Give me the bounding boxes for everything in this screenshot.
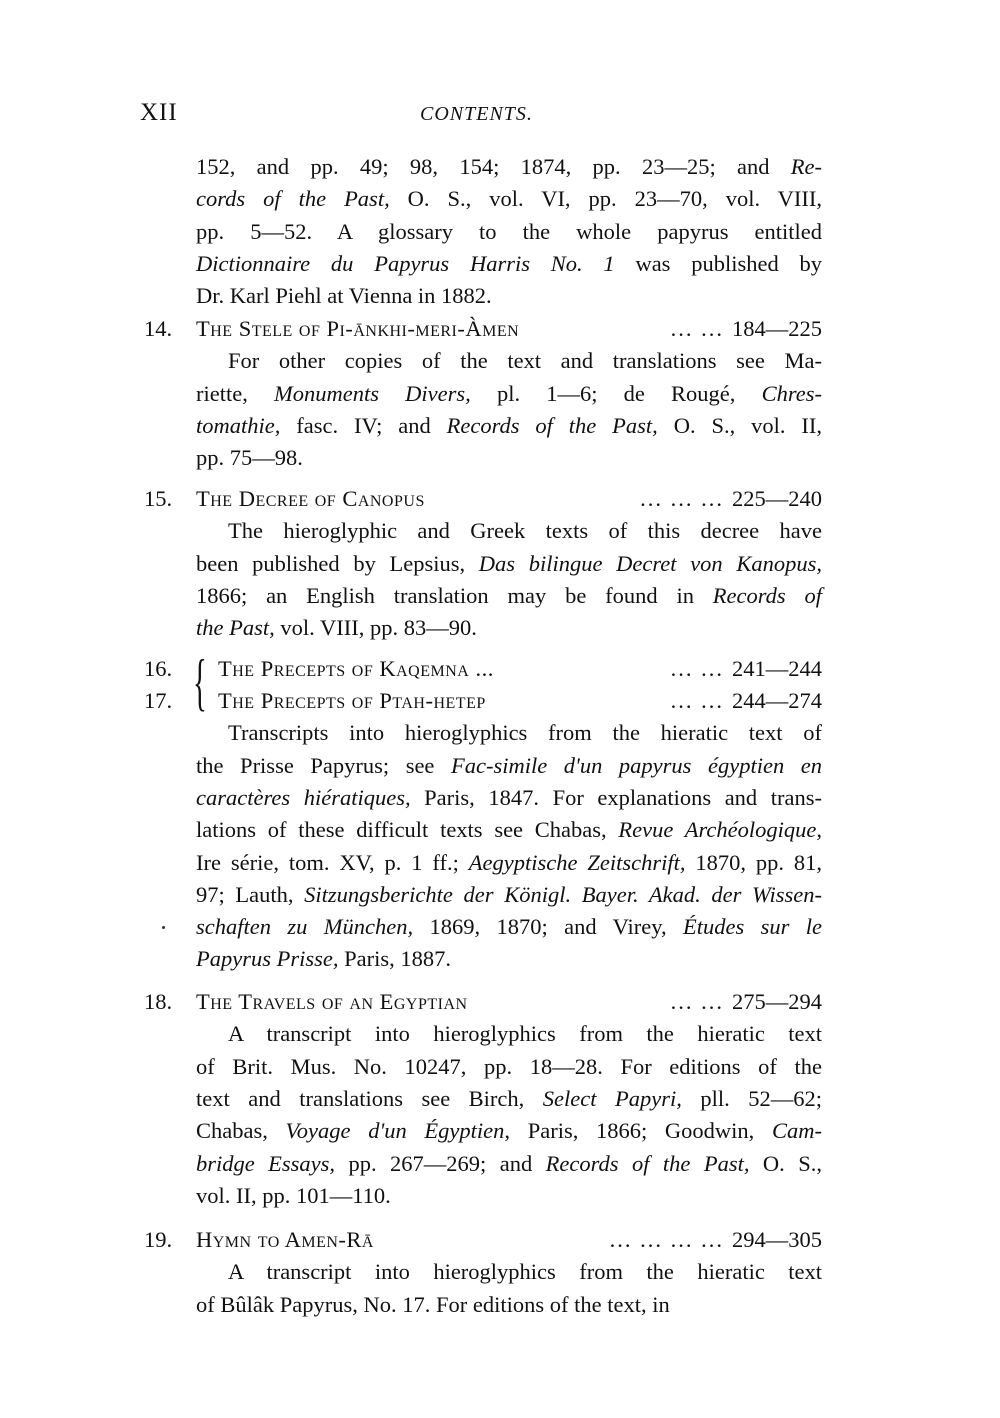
text-run: Chabas, [196,1118,286,1144]
entry-number: 17. [144,688,173,713]
italic-title: Records of [712,582,822,608]
italic-title: the Past, [196,615,275,641]
text-line [228,346,822,376]
text-line [228,1019,822,1049]
italic-title: Fac-simile d'un papyrus égyptien en [451,752,822,778]
text-run: Dr. Karl Piehl at Vienna in 1882. [196,283,492,309]
text-run: fasc. IV; and [280,412,447,438]
leader-dots: ... ... ... ... [609,1227,724,1252]
italic-title: Records of the Past, [545,1150,750,1176]
text-run: Paris, 1866; Goodwin, [510,1118,772,1144]
text-run: vol. VIII, pp. 83—90. [274,615,477,641]
text-line [196,1149,822,1179]
text-line [196,249,822,279]
italic-title: Voyage d'un Égyptien, [285,1118,511,1144]
text-line [196,613,822,643]
text-run: O. S., vol. II, [657,412,823,438]
text-line [196,1290,822,1320]
text-line [196,281,822,311]
text-run: O. S., [749,1150,823,1176]
text-line [196,217,822,247]
text-run: riette, [196,380,275,406]
italic-title: Sitzungsberichte der Königl. Bayer. Akad. der Wissen- [304,881,822,907]
brace-16-17: { [193,646,207,717]
text-run: 152, and pp. 49; 98, 154; 1874, pp. 23—25; and [196,154,791,179]
contents-entry[interactable] [196,314,822,344]
page-range: 294—305 [732,1227,822,1252]
leader-dots: ... ... [670,989,724,1014]
page-range: 241—244 [732,656,822,681]
entry-number: 19. [144,1227,173,1252]
text-run: pp. 75—98. [196,445,303,471]
italic-title: Select Papyri, [542,1085,682,1111]
text-line [196,751,822,781]
text-run: 1870, pp. 81, [685,849,822,875]
text-run: The hieroglyphic and Greek texts of this decree have [228,518,822,544]
text-run: pl. 1—6; de Rougé, [470,380,762,406]
entry-number: 14. [144,316,173,341]
italic-title: Papyrus Prisse, [196,946,339,972]
italic-title: Dictionnaire du Papyrus Harris No. 1 [196,250,615,276]
entry-title: Hymn to Amen-Rā [196,1227,374,1252]
text-run: 1866; an English translation may be found in [196,582,713,608]
entry-title: The Decree of Canopus [196,486,425,511]
italic-title: Aegyptische Zeitschrift, [468,849,686,875]
italic-title: caractères hiératiques, [196,784,411,810]
contents-entry[interactable] [196,484,822,514]
italic-title: Das bilingue Decret von Kanopus, [478,550,822,576]
page-range: 244—274 [732,688,822,713]
leader-dots: ... ... ... [640,486,724,511]
italic-title: Monuments Divers, [274,380,471,406]
text-run: of Bûlâk Papyrus, No. 17. For editions of the text, in [196,1291,670,1317]
contents-entry[interactable] [218,654,822,684]
text-line [196,411,822,441]
text-run: 97; Lauth, [196,881,305,907]
italic-title: tomathie, [196,412,281,438]
italic-title: cords of the Past, [196,186,390,212]
text-line [196,581,822,611]
text-run: pll. 52—62; [681,1085,822,1111]
italic-title: Revue Archéologique, [618,817,822,843]
contents-entry[interactable] [196,1225,822,1255]
entry-title: The Precepts of Kaqemna ... [218,656,494,681]
italic-title: Re- [790,154,822,179]
page-range: 184—225 [732,316,822,341]
text-line [196,912,822,942]
text-line [196,783,822,813]
text-line [196,184,822,214]
text-run: pp. 267—269; and [335,1150,546,1176]
text-run: A transcript into hieroglyphics from the hieratic text [228,1259,822,1285]
italic-title: bridge Essays, [196,1150,336,1176]
text-run: Ire série, tom. XV, p. 1 ff.; [196,849,469,875]
text-run: pp. 5—52. A glossary to the whole papyrus entitled [196,218,822,244]
text-run: Transcripts into hieroglyphics from the hieratic text of [228,720,822,746]
entry-title: The Precepts of Ptah-hetep [218,688,486,713]
italic-title: Études sur le [682,914,822,940]
text-line [196,443,822,473]
text-line [196,549,822,579]
text-line [196,944,822,974]
text-run: Paris, 1847. For explanations and trans- [410,784,822,810]
page-folio: XII [140,99,178,126]
leader-dots: ... ... [670,656,724,681]
italic-title: Cam- [772,1118,822,1144]
italic-title: Records of the Past, [446,412,658,438]
leader-dots: ... ... [670,688,724,713]
leader-dots: ... ... [670,316,724,341]
text-line [196,1084,822,1114]
text-run: O. S., vol. VI, pp. 23—70, vol. VIII, [389,186,823,212]
entry-number: 15. [144,486,173,511]
text-line [196,815,822,845]
text-line [196,848,822,878]
text-run: 1869, 1870; and Virey, [413,914,683,940]
text-line [228,718,822,748]
running-head: CONTENTS. [420,103,533,125]
italic-title: schaften zu München, [196,914,414,940]
text-line [196,1116,822,1146]
text-line [196,379,822,409]
page-range: 275—294 [732,989,822,1014]
italic-title: Chres- [761,380,822,406]
text-run: lations of these difficult texts see Chabas, [196,817,619,843]
text-run: been published by Lepsius, [196,550,479,576]
text-line [196,880,822,910]
text-run: A transcript into hieroglyphics from the hieratic text [228,1021,822,1047]
entry-number: 18. [144,989,173,1014]
text-line [228,1257,822,1287]
text-line [196,1052,822,1082]
text-line [228,516,822,546]
text-run: the Prisse Papyrus; see [196,752,451,778]
entry-number: 16. [144,656,173,681]
contents-entry[interactable] [196,987,822,1017]
text-run: was published by [614,250,822,276]
stray-dot [162,926,165,929]
text-run: For other copies of the text and translations see Ma- [228,348,822,374]
text-line [196,152,822,182]
text-run: vol. II, pp. 101—110. [196,1182,391,1208]
entry-title: The Stele of Pi-ānkhi-meri-Àmen [196,316,520,341]
contents-entry[interactable] [218,686,822,716]
page-range: 225—240 [732,486,822,511]
entry-title: The Travels of an Egyptian [196,989,468,1014]
text-line [196,1181,822,1211]
text-run: text and translations see Birch, [196,1085,543,1111]
text-run: Paris, 1887. [338,946,451,972]
text-run: of Brit. Mus. No. 10247, pp. 18—28. For editions of the [196,1053,822,1079]
